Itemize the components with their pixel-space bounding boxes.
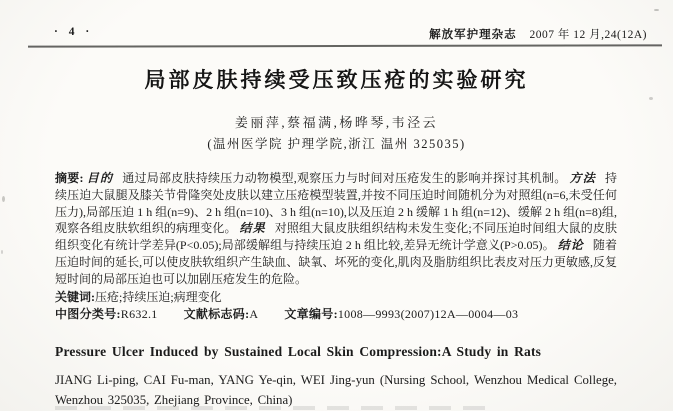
article-title-zh: 局部皮肤持续受压致压疮的实验研究 [144,69,529,92]
page-number: · 4 · [54,26,94,38]
clc-value: R632.1 [120,307,158,322]
journal-name: 解放军护理杂志 [429,29,517,41]
scan-artifact [1,250,3,254]
keywords-line [55,289,617,306]
scan-artifact [649,97,653,100]
abstract-paragraph [55,170,617,288]
conclusion-text: 随着压迫时间的延长,可以使皮肤软组织产生缺血、缺氧、坏死的变化,肌肉及脂肪组织比表皮对压力更敏感,反复短时间的局部压迫也可以加剧压疮发生的危险。 [55,238,617,286]
article-title-en: Pressure Ulcer Induced by Sustained Local Skin Compression:A Study in Rats [55,344,542,359]
keywords-label: 关键词: [55,289,95,304]
method-label: 方法 [569,171,596,185]
article-id-label: 文章编号: [284,307,338,322]
journal-issue: 2007 年 12 月,24(12A) [529,29,647,41]
objective-text: 通过局部皮肤持续压力动物模型,观察压力与时间对压疮发生的影响并探讨其机制。 [122,171,567,185]
article-id-value: 1008—9993(2007)12A—0004—03 [337,307,519,322]
result-text: 对照组大鼠皮肤组织结构未发生变化;不同压迫时间组大鼠的皮肤组织变化有统计学差异(P<0.05);局部缓解组与持续压迫 2 h 组比较,差异无统计学意义(P>0.05)。 [55,221,617,253]
scan-artifact [654,9,659,11]
doc-code-label: 文献标志码: [183,307,250,322]
header-rule [28,44,662,47]
authors-zh: 姜丽萍,蔡福满,杨晔琴,韦泾云 [234,115,439,130]
method-text: 持续压迫大鼠腿及膝关节骨隆突处皮肤以建立压疮模型装置,并按不同压迫时间随机分为对照组(n=6,未受任何压力),局部压迫 1 h 组(n=9)、2 h 组(n=10)、3 h 组(n=10),以及压迫 2 h 缓解 1 h 组(n=12)、缓解 2 h 组(n=8)组,观察各组皮肤软组织的病理变化。 [55,171,617,236]
objective-label: 目的 [86,171,114,185]
cutoff-text-smudge [55,406,485,410]
result-label: 结果 [239,221,266,236]
doc-code-value: A [249,307,259,322]
keywords-text: 压疮;持续压迫;病理变化 [95,289,222,304]
classification-line [55,306,617,323]
affiliation-zh: (温州医学院 护理学院,浙江 温州 325035) [207,137,466,151]
authors-en: JIANG Li-ping, CAI Fu-man, YANG Ye-qin, WEI Jing-yun (Nursing School, Wenzhou Medical College, Wenzhou 325035, Zhejiang Province, China) [55,373,617,407]
abstract-label: 摘要: [55,171,84,185]
conclusion-label: 结论 [557,238,584,253]
abstract-block [55,170,617,323]
scan-artifact [2,196,5,202]
journal-header [0,24,673,42]
journal-info [429,26,647,42]
clc-label: 中图分类号: [55,307,121,322]
